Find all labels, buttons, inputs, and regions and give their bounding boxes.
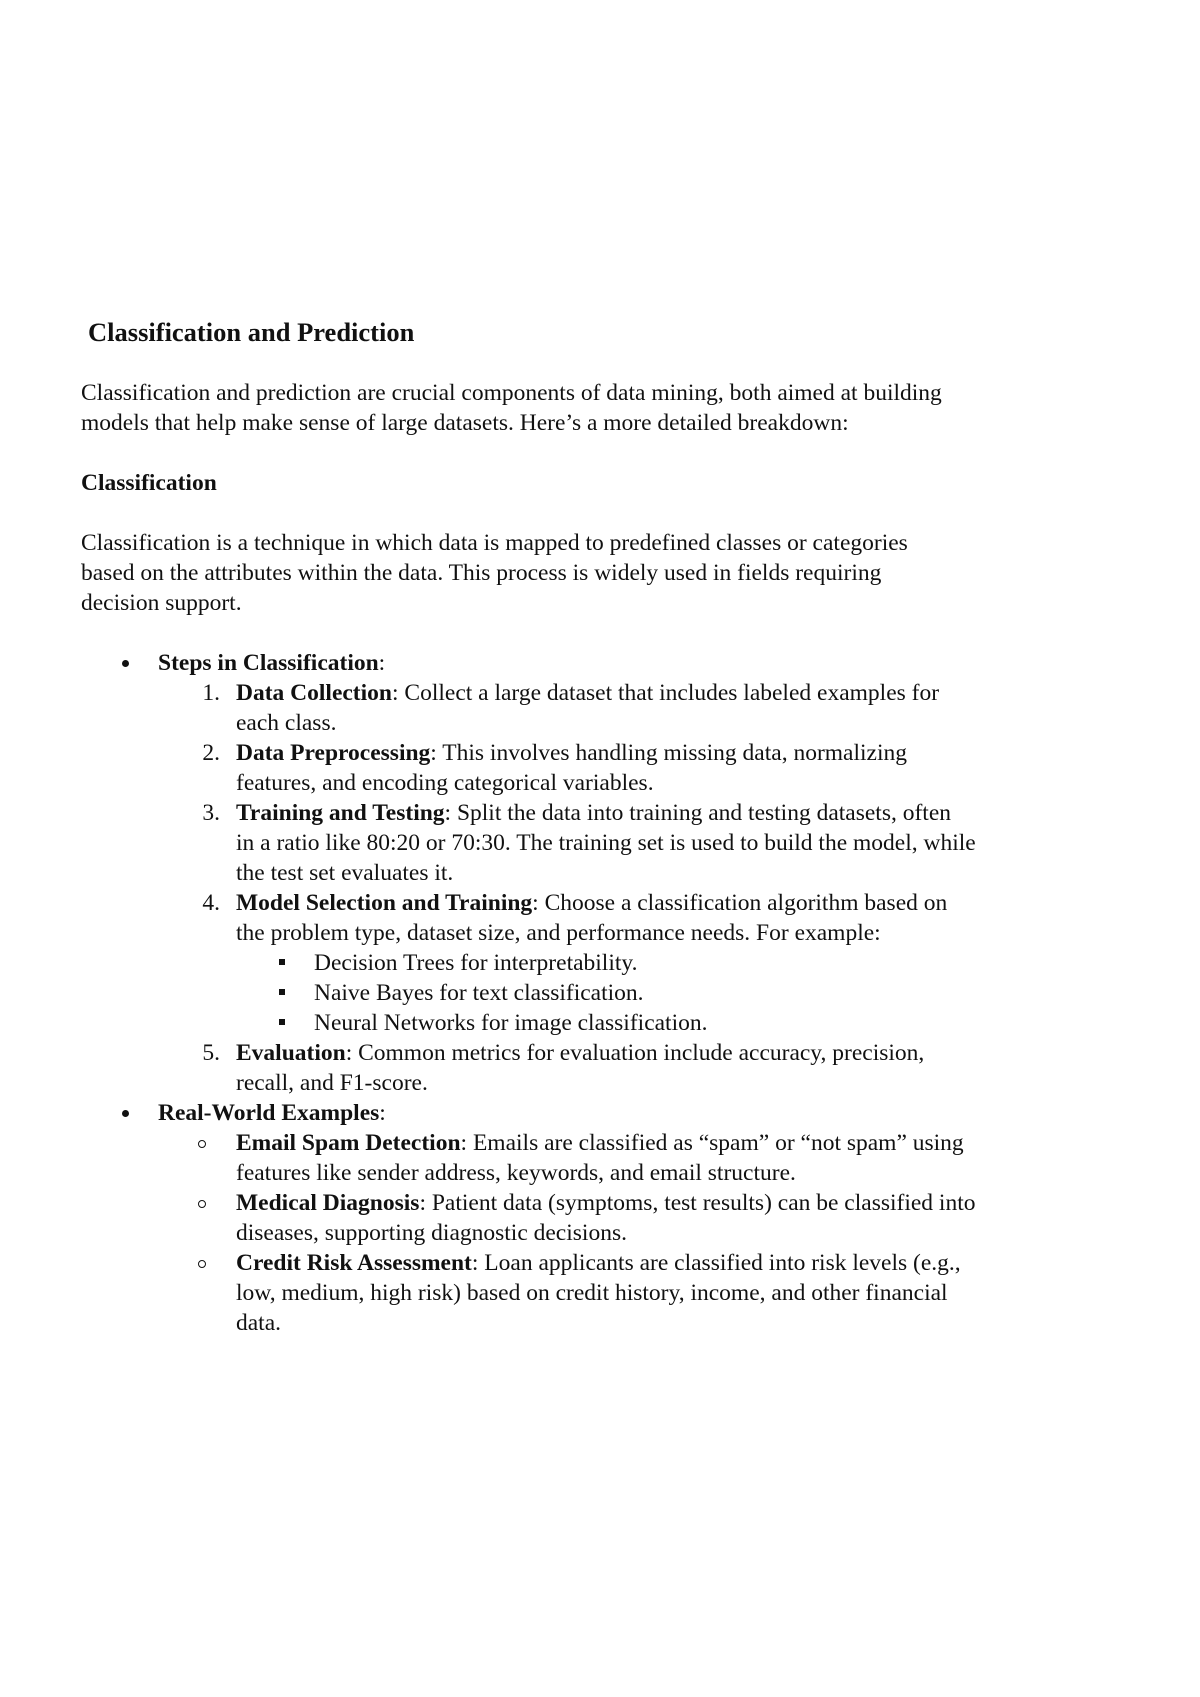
paragraph-line: Classification is a technique in which data is mapped to predefined classes or categories [81,530,908,556]
item-term: Data Collection [236,680,392,706]
example-line: : Loan applicants are classified into risk levels (e.g., [471,1250,961,1276]
numbered-item-4-cont [0,918,1200,948]
item-text [236,738,907,768]
item-term: Training and Testing [236,800,445,826]
bullet-square-icon [279,959,285,965]
list-item-term: Steps in Classification [158,650,379,676]
item-text [236,1038,924,1068]
item-line: the test set evaluates it. [236,860,454,886]
item-line: in a ratio like 80:20 or 70:30. The training set is used to build the model, while [236,830,976,856]
list-item-real-world [0,1098,1200,1128]
item-number: 2. [202,740,220,766]
item-line: recall, and F1-score. [236,1070,428,1096]
numbered-item-1 [0,678,1200,708]
item-number: 4. [202,890,220,916]
list-item-colon: : [379,1100,386,1126]
sub-item-text: Decision Trees for interpretability. [314,950,638,976]
example-line: features like sender address, keywords, and email structure. [236,1160,796,1186]
example-item-spam [0,1128,1200,1158]
example-text [236,1188,976,1218]
example-item-credit-cont [0,1278,1200,1308]
item-text [236,798,951,828]
bullet-square-icon [279,989,285,995]
bullet-circle-icon [198,1140,206,1148]
numbered-item-2-cont [0,768,1200,798]
item-term: Evaluation [236,1040,346,1066]
bullet-circle-icon [198,1260,206,1268]
item-term: Data Preprocessing [236,740,431,766]
item-term: Model Selection and Training [236,890,533,916]
list-item-term: Real-World Examples [158,1100,380,1126]
item-line: : Choose a classification algorithm based on [532,890,948,916]
bullet-circle-icon [198,1200,206,1208]
numbered-item-2 [0,738,1200,768]
numbered-item-3-cont [0,858,1200,888]
example-line: low, medium, high risk) based on credit history, income, and other financial [236,1280,948,1306]
sub-item-text: Neural Networks for image classification. [314,1010,708,1036]
intro-line: Classification and prediction are crucial components of data mining, both aimed at building [81,380,942,406]
list-item-text [158,1098,386,1128]
example-item-medical [0,1188,1200,1218]
paragraph-line: based on the attributes within the data. This process is widely used in fields requiring [81,560,882,586]
example-line: : Emails are classified as “spam” or “not spam” using [460,1130,964,1156]
item-line: the problem type, dataset size, and performance needs. For example: [236,920,881,946]
sub-item-example [0,1008,1200,1038]
page-title: Classification and Prediction [88,317,415,347]
example-item-credit [0,1248,1200,1278]
example-line: data. [236,1310,282,1336]
list-item-steps [0,648,1200,678]
intro-paragraph [81,378,1081,438]
item-text [236,888,947,918]
item-line: : This involves handling missing data, normalizing [430,740,907,766]
bullet-disc-icon [122,1110,129,1117]
numbered-item-5-cont [0,1068,1200,1098]
section-heading-classification: Classification [81,470,217,496]
bullet-list [0,648,1200,1338]
list-item-colon: : [378,650,386,676]
paragraph-line: decision support. [81,590,242,616]
example-term: Medical Diagnosis [236,1190,420,1216]
item-line: each class. [236,710,337,736]
numbered-item-5 [0,1038,1200,1068]
example-line: diseases, supporting diagnostic decisions. [236,1220,627,1246]
item-line: features, and encoding categorical variables. [236,770,654,796]
numbered-item-3 [0,798,1200,828]
example-text [236,1248,961,1278]
example-item-medical-cont [0,1218,1200,1248]
numbered-item-1-cont [0,708,1200,738]
example-item-spam-cont [0,1158,1200,1188]
numbered-item-4 [0,888,1200,918]
item-number: 1. [202,680,220,706]
classification-paragraph [81,528,1081,618]
item-line: : Collect a large dataset that includes labeled examples for [392,680,940,706]
bullet-disc-icon [122,660,129,667]
example-text [236,1128,964,1158]
item-number: 5. [202,1040,220,1066]
bullet-square-icon [279,1019,285,1025]
example-item-credit-cont [0,1308,1200,1338]
sub-item-text: Naive Bayes for text classification. [314,980,644,1006]
list-item-text [158,648,385,678]
intro-line: models that help make sense of large datasets. Here’s a more detailed breakdown: [81,410,849,436]
sub-item-example [0,948,1200,978]
example-line: : Patient data (symptoms, test results) can be classified into [419,1190,976,1216]
example-term: Credit Risk Assessment [236,1250,472,1276]
numbered-item-3-cont [0,828,1200,858]
item-line: : Common metrics for evaluation include accuracy, precision, [345,1040,925,1066]
item-number: 3. [202,800,220,826]
item-line: : Split the data into training and testing datasets, often [444,800,952,826]
sub-item-example [0,978,1200,1008]
item-text [236,678,939,708]
example-term: Email Spam Detection [236,1130,461,1156]
